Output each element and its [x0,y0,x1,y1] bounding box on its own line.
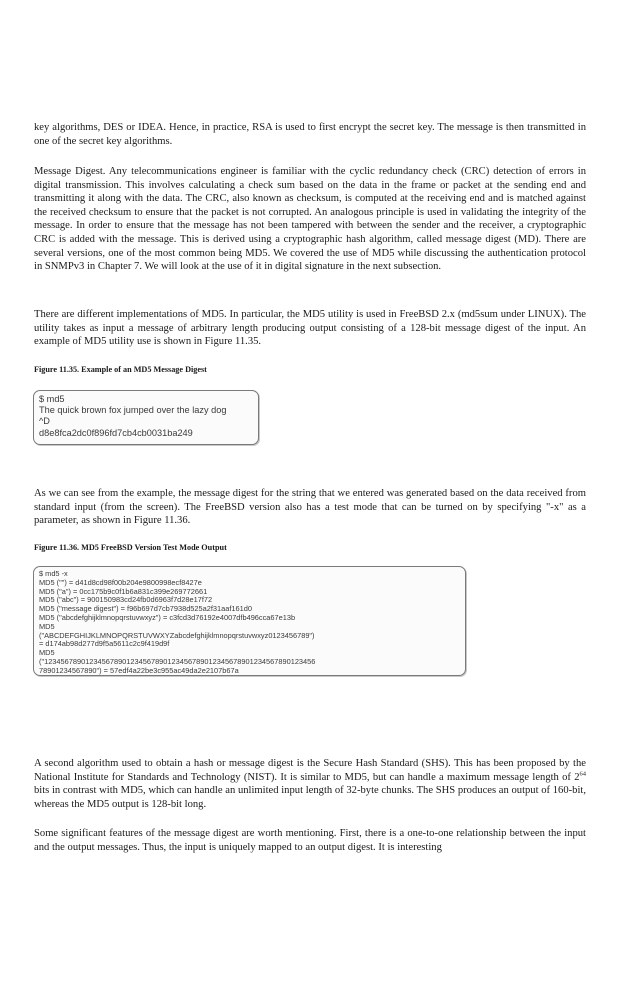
terminal-line: MD5 [39,622,55,631]
terminal-line: d8e8fca2dc0f896fd7cb4cb0031ba249 [39,427,193,438]
exponent-64: 64 [579,770,586,778]
terminal-line: 78901234567890") = 57edf4a22be3c955ac49da2e2107b67a [39,666,239,675]
paragraph-rsa-key: key algorithms, DES or IDEA. Hence, in practice, RSA is used to first encrypt the secret key. The message is then transmitted in one of the secret key algorithms. [34,122,586,147]
terminal-line: ^D [39,416,50,427]
terminal-line: $ md5 [39,394,65,404]
terminal-line: MD5 ("abc") = 900150983cd24fb0d6963f7d28e17f72 [39,596,213,605]
figure-11-35-terminal [33,390,259,445]
terminal-line: ("ABCDEFGHIJKLMNOPQRSTUVWXYZabcdefghijklmnopqrstuvwxyz0123456789") [39,631,315,640]
paragraph-md5-example: As we can see from the example, the message digest for the string that we entered was generated based on the data received from standard input (from the screen). The FreeBSD version also has a test mode that can be turned on by specifying "-x" as a parameter, as shown in Figure 11.36. [34,488,586,527]
figure-11-35-caption: Figure 11.35. Example of an MD5 Message Digest [34,365,207,374]
terminal-line: MD5 ("abcdefghijklmnopqrstuvwxyz") = c3fcd3d76192e4007dfb496cca67e13b [39,613,296,622]
terminal-line: MD5 ("a") = 0cc175b9c0f1b6a831c399e269772661 [39,587,208,596]
terminal-line: = d174ab98d277d9f5a5611c2c9f419d9f [39,640,170,649]
paragraph-message-digest: Message Digest. Any telecommunications engineer is familiar with the cyclic redundancy check (CRC) detection of errors in digital transmission. This involves calculating a check sum based on the data in the frame or packet at the sending end and transmitting it along with the data. The CRC, also known as checksum, is computed at the receiving end and is matched against the received checksum to ensure that the packet is not corrupted. An analogous principle is used in validating the integrity of the message. In order to ensure that the message has not been tampered with between the sender and the receiver, a cryptographic CRC is added with the message. This is derived using a cryptographic hash algorithm, called message digest (MD). There are several versions, one of the most common being MD5. We covered the use of MD5 while discussing the authentication protocol in SNMPv3 in Chapter 7. We will look at the use of it in digital signature in the next subsection. [34,166,586,273]
paragraph-shs-part1: A second algorithm used to obtain a hash or message digest is the Secure Hash Standard (SHS). This has been proposed by the National Institute for Standards and Technology (NIST). It is similar to MD5, but can handle a maximum message length of 2 [34,758,586,783]
paragraph-shs [34,757,586,811]
paragraph-md5-implementations: There are different implementations of MD5. In particular, the MD5 utility is used in FreeBSD 2.x (md5sum under LINUX). The utility takes as input a message of arbitrary length producing output consisting of a 128-bit message digest of the input. An example of MD5 utility use is shown in Figure 11.35. [34,309,586,348]
terminal-line: MD5 ("") = d41d8cd98f00b204e9800998ecf8427e [39,578,202,587]
figure-11-36-terminal [33,566,466,676]
paragraph-digest-features: Some significant features of the message digest are worth mentioning. First, there is a one-to-one relationship between the input and the output messages. Thus, the input is uniquely mapped to an output digest. It is interesting [34,828,586,853]
terminal-line: ("123456789012345678901234567890123456789012345678901234567890123456 [39,657,316,666]
terminal-line: MD5 [39,649,55,658]
terminal-line: $ md5 -x [39,570,68,578]
paragraph-shs-part2: bits in contrast with MD5, which can handle an unlimited input length of 32-byte chunks. The SHS produces an output of 160-bit, whereas the MD5 output is 128-bit long. [34,785,586,810]
terminal-line: MD5 ("message digest") = f96b697d7cb7938d525a2f31aaf161d0 [39,605,252,614]
figure-11-36-caption: Figure 11.36. MD5 FreeBSD Version Test Mode Output [34,543,227,552]
terminal-line: The quick brown fox jumped over the lazy dog [39,405,227,416]
